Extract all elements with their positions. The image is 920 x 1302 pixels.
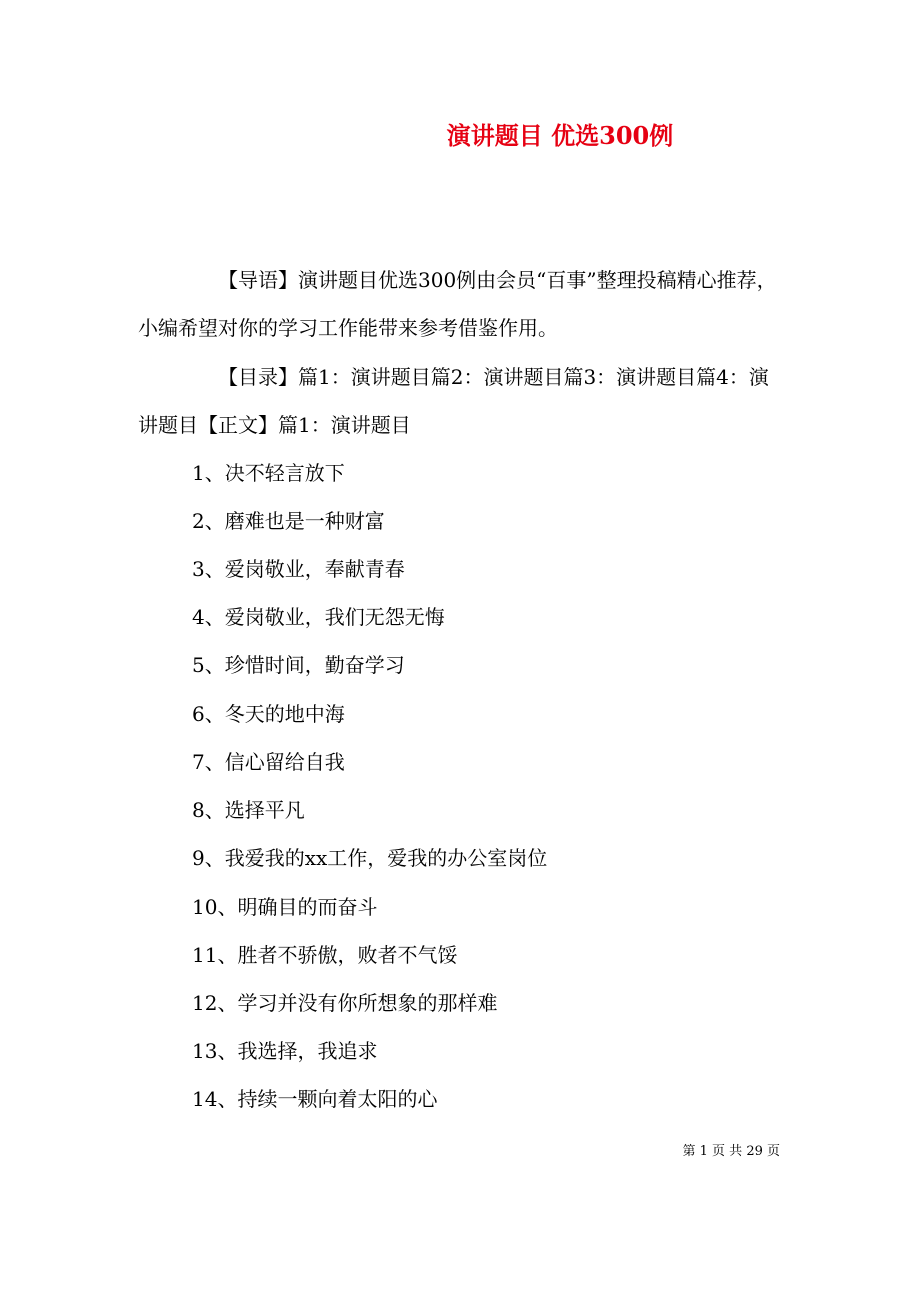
list-item: 12、学习并没有你所想象的那样难: [192, 991, 498, 1015]
list-item: 1、决不轻言放下: [192, 461, 345, 485]
list-item: 4、爱岗敬业，我们无怨无悔: [192, 605, 445, 629]
list-item: 11、胜者不骄傲，败者不气馁: [192, 943, 458, 967]
document-title: 演讲题目 优选300例: [446, 121, 674, 150]
list-item: 3、爱岗敬业，奉献青春: [192, 557, 405, 581]
list-item: 13、我选择，我追求: [192, 1039, 378, 1063]
list-item: 7、信心留给自我: [192, 750, 345, 774]
list-item: 6、冬天的地中海: [192, 702, 345, 726]
toc-paragraph: 【目录】篇1：演讲题目篇2：演讲题目篇3：演讲题目篇4：演讲题目【正文】篇1：演讲题目: [138, 365, 769, 437]
list-item: 10、明确目的而奋斗: [192, 895, 378, 919]
list-item: 9、我爱我的xx工作，爱我的办公室岗位: [192, 846, 548, 870]
list-item: 5、珍惜时间，勤奋学习: [192, 653, 405, 677]
list-item: 14、持续一颗向着太阳的心: [192, 1087, 438, 1111]
list-item: 2、磨难也是一种财富: [192, 509, 385, 533]
intro-paragraph: 【导语】演讲题目优选300例由会员“百事”整理投稿精心推荐，小编希望对你的学习工作能带来参考借鉴作用。: [138, 268, 777, 340]
page-number-footer: 第 1 页 共 29 页: [682, 1144, 780, 1159]
list-item: 8、选择平凡: [192, 798, 305, 822]
